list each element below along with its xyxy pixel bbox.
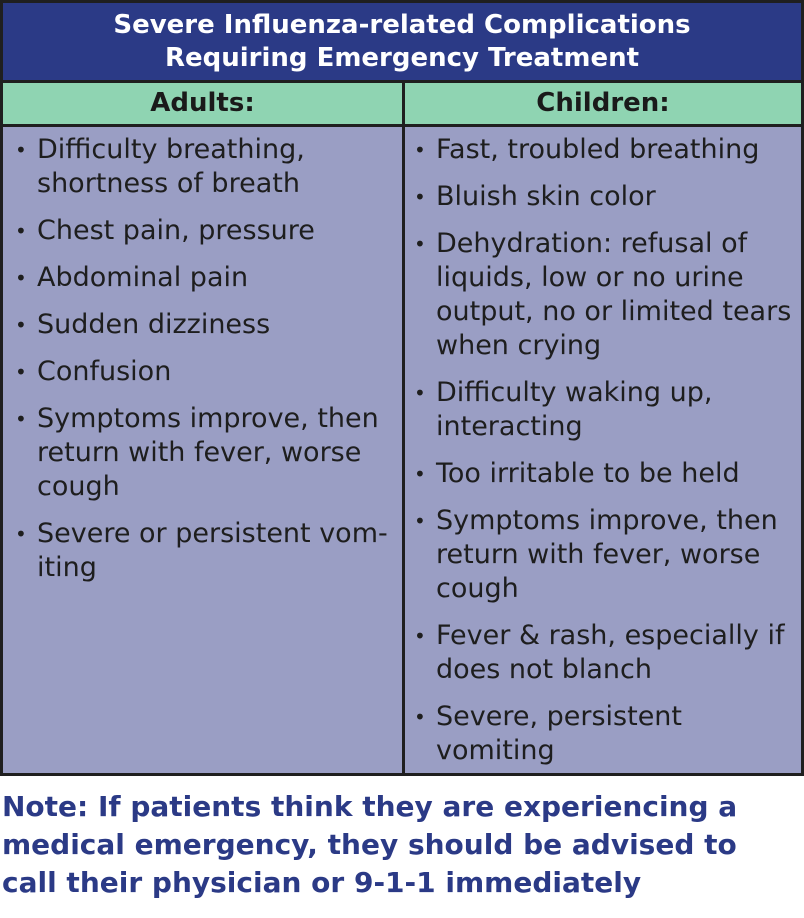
bullet-icon: • bbox=[414, 624, 426, 648]
list-item bbox=[15, 308, 395, 342]
list-item bbox=[15, 214, 395, 248]
bullet-icon: • bbox=[15, 266, 27, 290]
adults-item-text: Confusion bbox=[37, 356, 172, 387]
note-line-1: Note: If patients think they are experiencing a bbox=[2, 790, 738, 823]
header-children: Children: bbox=[536, 88, 670, 118]
emergency-note bbox=[2, 788, 792, 902]
adults-item-text: Chest pain, pressure bbox=[37, 215, 315, 246]
table-title-line-1: Severe Influenza-related Complications bbox=[113, 10, 691, 40]
bullet-icon: • bbox=[15, 407, 27, 431]
list-item bbox=[414, 180, 799, 214]
children-item-text: Too irritable to be held bbox=[436, 458, 740, 489]
table-title-line-2: Requiring Emergency Treatment bbox=[164, 43, 640, 73]
table-title bbox=[3, 3, 801, 80]
list-item bbox=[414, 504, 799, 606]
children-item-text: Fever & rash, especially if does not blanch bbox=[436, 620, 785, 685]
list-item bbox=[15, 402, 395, 504]
children-item-text: Dehydration: refusal of liquids, low or no urine output, no or limited tears when crying bbox=[436, 228, 792, 361]
list-item bbox=[15, 261, 395, 295]
list-item bbox=[414, 457, 799, 491]
children-list bbox=[414, 133, 799, 781]
adults-item-text: Symptoms improve, then return with fever, worse cough bbox=[37, 403, 379, 502]
adults-item-text: Abdominal pain bbox=[37, 262, 249, 293]
bullet-icon: • bbox=[414, 705, 426, 729]
note-line-2: medical emergency, they should be advised to bbox=[2, 828, 737, 861]
bullet-icon: • bbox=[414, 232, 426, 256]
children-item-text: Difficulty waking up, interacting bbox=[436, 377, 713, 442]
list-item bbox=[414, 619, 799, 687]
bullet-icon: • bbox=[15, 313, 27, 337]
bullet-icon: • bbox=[414, 381, 426, 405]
bullet-icon: • bbox=[414, 138, 426, 162]
children-item-text: Bluish skin color bbox=[436, 181, 656, 212]
list-item bbox=[414, 700, 799, 768]
header-adults: Adults: bbox=[150, 88, 255, 118]
children-item-text: Symptoms improve, then return with fever, worse cough bbox=[436, 505, 778, 604]
bullet-icon: • bbox=[15, 360, 27, 384]
adults-item-text: Difficulty breathing, shortness of breath bbox=[37, 134, 305, 199]
adults-item-text: Sudden dizziness bbox=[37, 309, 271, 340]
list-item bbox=[15, 355, 395, 389]
note-line-3: call their physician or 9-1-1 immediately bbox=[2, 866, 642, 899]
list-item bbox=[15, 517, 395, 585]
bullet-icon: • bbox=[414, 462, 426, 486]
bullet-icon: • bbox=[15, 522, 27, 546]
list-item bbox=[414, 376, 799, 444]
column-divider bbox=[402, 80, 405, 776]
bullet-icon: • bbox=[15, 219, 27, 243]
list-item bbox=[414, 227, 799, 363]
list-item bbox=[414, 133, 799, 167]
children-item-text: Severe, persistent vomiting bbox=[436, 701, 683, 766]
adults-list bbox=[15, 133, 395, 598]
bullet-icon: • bbox=[15, 138, 27, 162]
children-item-text: Fast, troubled breathing bbox=[436, 134, 760, 165]
bullet-icon: • bbox=[414, 185, 426, 209]
adults-item-text: Severe or persistent vom-iting bbox=[37, 518, 388, 583]
bullet-icon: • bbox=[414, 509, 426, 533]
list-item bbox=[15, 133, 395, 201]
